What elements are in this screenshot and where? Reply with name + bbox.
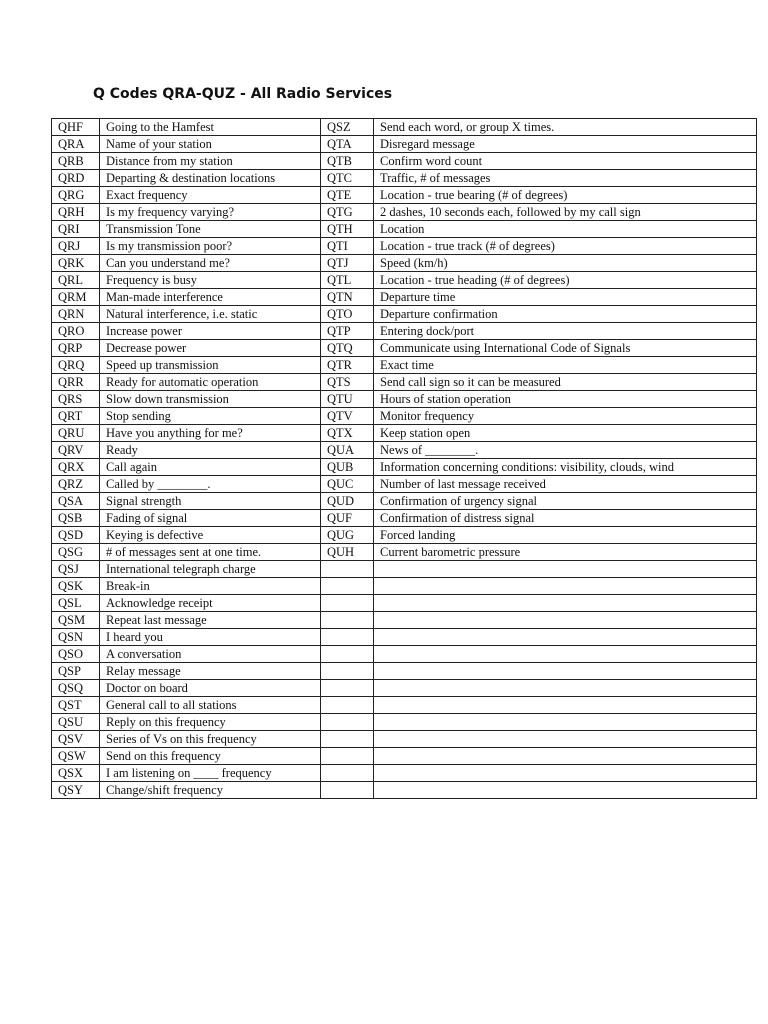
code-cell: QSA <box>52 493 100 510</box>
code-cell: QTQ <box>321 340 374 357</box>
table-row <box>52 340 757 357</box>
code-cell: QTC <box>321 170 374 187</box>
code-cell <box>321 561 374 578</box>
table-row <box>52 561 757 578</box>
table-row <box>52 136 757 153</box>
code-cell <box>321 697 374 714</box>
table-row <box>52 510 757 527</box>
table-row <box>52 170 757 187</box>
table-row <box>52 680 757 697</box>
code-cell <box>321 765 374 782</box>
table-row <box>52 187 757 204</box>
meaning-cell: Speed up transmission <box>100 357 321 374</box>
meaning-cell: Communicate using International Code of Signals <box>374 340 757 357</box>
code-cell: QHF <box>52 119 100 136</box>
code-cell: QSW <box>52 748 100 765</box>
meaning-cell <box>374 612 757 629</box>
code-cell: QUC <box>321 476 374 493</box>
code-cell: QTR <box>321 357 374 374</box>
code-cell: QRU <box>52 425 100 442</box>
meaning-cell: A conversation <box>100 646 321 663</box>
code-cell: QRO <box>52 323 100 340</box>
meaning-cell: Call again <box>100 459 321 476</box>
code-cell <box>321 578 374 595</box>
meaning-cell: Signal strength <box>100 493 321 510</box>
table-row <box>52 459 757 476</box>
table-row <box>52 306 757 323</box>
code-cell: QRM <box>52 289 100 306</box>
meaning-cell: Location - true heading (# of degrees) <box>374 272 757 289</box>
table-row <box>52 476 757 493</box>
code-cell: QTI <box>321 238 374 255</box>
meaning-cell: Reply on this frequency <box>100 714 321 731</box>
code-cell: QRD <box>52 170 100 187</box>
meaning-cell: News of ________. <box>374 442 757 459</box>
code-cell: QSX <box>52 765 100 782</box>
code-cell: QSV <box>52 731 100 748</box>
meaning-cell: Disregard message <box>374 136 757 153</box>
meaning-cell: Series of Vs on this frequency <box>100 731 321 748</box>
meaning-cell: Name of your station <box>100 136 321 153</box>
code-cell: QRN <box>52 306 100 323</box>
meaning-cell: Confirmation of urgency signal <box>374 493 757 510</box>
code-cell <box>321 629 374 646</box>
code-cell: QTN <box>321 289 374 306</box>
code-cell: QUD <box>321 493 374 510</box>
meaning-cell <box>374 646 757 663</box>
meaning-cell: Confirm word count <box>374 153 757 170</box>
meaning-cell: Can you understand me? <box>100 255 321 272</box>
code-cell: QUH <box>321 544 374 561</box>
meaning-cell: Distance from my station <box>100 153 321 170</box>
code-cell: QRX <box>52 459 100 476</box>
table-row <box>52 289 757 306</box>
code-cell: QSU <box>52 714 100 731</box>
meaning-cell: Send call sign so it can be measured <box>374 374 757 391</box>
meaning-cell: Called by ________. <box>100 476 321 493</box>
code-cell: QTV <box>321 408 374 425</box>
code-cell: QSO <box>52 646 100 663</box>
table-row <box>52 153 757 170</box>
table-row <box>52 442 757 459</box>
meaning-cell: Location - true bearing (# of degrees) <box>374 187 757 204</box>
code-cell: QRT <box>52 408 100 425</box>
table-row <box>52 374 757 391</box>
code-cell: QRL <box>52 272 100 289</box>
meaning-cell <box>374 663 757 680</box>
code-cell: QRS <box>52 391 100 408</box>
meaning-cell: Is my frequency varying? <box>100 204 321 221</box>
table-row <box>52 595 757 612</box>
meaning-cell: Fading of signal <box>100 510 321 527</box>
page-title: Q Codes QRA-QUZ - All Radio Services <box>93 86 393 102</box>
meaning-cell <box>374 595 757 612</box>
meaning-cell: Keying is defective <box>100 527 321 544</box>
meaning-cell: I am listening on ____ frequency <box>100 765 321 782</box>
table-row <box>52 663 757 680</box>
code-cell: QSK <box>52 578 100 595</box>
meaning-cell <box>374 714 757 731</box>
meaning-cell: Man-made interference <box>100 289 321 306</box>
table-row <box>52 272 757 289</box>
code-cell <box>321 782 374 799</box>
table-row <box>52 714 757 731</box>
meaning-cell: Traffic, # of messages <box>374 170 757 187</box>
meaning-cell <box>374 561 757 578</box>
code-cell: QSM <box>52 612 100 629</box>
meaning-cell <box>374 680 757 697</box>
meaning-cell: Stop sending <box>100 408 321 425</box>
meaning-cell: Acknowledge receipt <box>100 595 321 612</box>
table-row <box>52 578 757 595</box>
table-row <box>52 782 757 799</box>
code-cell: QTS <box>321 374 374 391</box>
code-cell: QRH <box>52 204 100 221</box>
meaning-cell: Frequency is busy <box>100 272 321 289</box>
table-row <box>52 357 757 374</box>
meaning-cell: Exact time <box>374 357 757 374</box>
meaning-cell <box>374 731 757 748</box>
code-cell: QRK <box>52 255 100 272</box>
table-row <box>52 646 757 663</box>
table-row <box>52 629 757 646</box>
meaning-cell: Doctor on board <box>100 680 321 697</box>
meaning-cell: Slow down transmission <box>100 391 321 408</box>
code-cell: QRG <box>52 187 100 204</box>
code-cell: QTG <box>321 204 374 221</box>
code-cell: QTH <box>321 221 374 238</box>
meaning-cell: Information concerning conditions: visibility, clouds, wind <box>374 459 757 476</box>
code-cell: QTA <box>321 136 374 153</box>
meaning-cell <box>374 578 757 595</box>
meaning-cell: Send on this frequency <box>100 748 321 765</box>
meaning-cell: Forced landing <box>374 527 757 544</box>
code-cell: QSD <box>52 527 100 544</box>
meaning-cell <box>374 697 757 714</box>
table-row <box>52 238 757 255</box>
code-cell: QTX <box>321 425 374 442</box>
meaning-cell: Location - true track (# of degrees) <box>374 238 757 255</box>
code-cell: QTB <box>321 153 374 170</box>
code-cell: QSP <box>52 663 100 680</box>
code-cell: QSY <box>52 782 100 799</box>
table-row <box>52 204 757 221</box>
code-cell: QRV <box>52 442 100 459</box>
table-row <box>52 697 757 714</box>
meaning-cell: I heard you <box>100 629 321 646</box>
code-cell: QUA <box>321 442 374 459</box>
table-row <box>52 425 757 442</box>
table-row <box>52 731 757 748</box>
meaning-cell: Departure time <box>374 289 757 306</box>
code-cell <box>321 680 374 697</box>
meaning-cell: General call to all stations <box>100 697 321 714</box>
meaning-cell: Speed (km/h) <box>374 255 757 272</box>
code-cell: QSB <box>52 510 100 527</box>
meaning-cell: Exact frequency <box>100 187 321 204</box>
code-cell: QTE <box>321 187 374 204</box>
code-cell <box>321 595 374 612</box>
table-row <box>52 765 757 782</box>
table-row <box>52 255 757 272</box>
code-cell <box>321 748 374 765</box>
q-codes-table <box>51 118 757 799</box>
code-cell: QSZ <box>321 119 374 136</box>
meaning-cell: Entering dock/port <box>374 323 757 340</box>
code-cell <box>321 646 374 663</box>
meaning-cell: Natural interference, i.e. static <box>100 306 321 323</box>
meaning-cell: Monitor frequency <box>374 408 757 425</box>
code-cell <box>321 714 374 731</box>
code-cell: QSQ <box>52 680 100 697</box>
code-cell: QRA <box>52 136 100 153</box>
meaning-cell: Ready <box>100 442 321 459</box>
meaning-cell: Number of last message received <box>374 476 757 493</box>
code-cell: QSL <box>52 595 100 612</box>
code-cell: QTU <box>321 391 374 408</box>
code-cell <box>321 731 374 748</box>
meaning-cell: # of messages sent at one time. <box>100 544 321 561</box>
code-cell: QUB <box>321 459 374 476</box>
meaning-cell: Confirmation of distress signal <box>374 510 757 527</box>
code-cell: QRZ <box>52 476 100 493</box>
code-cell: QSG <box>52 544 100 561</box>
meaning-cell: Current barometric pressure <box>374 544 757 561</box>
meaning-cell: Keep station open <box>374 425 757 442</box>
meaning-cell: Repeat last message <box>100 612 321 629</box>
meaning-cell: Transmission Tone <box>100 221 321 238</box>
code-cell: QUF <box>321 510 374 527</box>
meaning-cell: Location <box>374 221 757 238</box>
code-cell: QTO <box>321 306 374 323</box>
q-codes-table-body <box>52 119 757 799</box>
table-row <box>52 119 757 136</box>
meaning-cell: Decrease power <box>100 340 321 357</box>
meaning-cell <box>374 629 757 646</box>
meaning-cell <box>374 782 757 799</box>
meaning-cell: Departing & destination locations <box>100 170 321 187</box>
table-row <box>52 544 757 561</box>
table-row <box>52 391 757 408</box>
meaning-cell: Send each word, or group X times. <box>374 119 757 136</box>
meaning-cell: Departure confirmation <box>374 306 757 323</box>
table-row <box>52 527 757 544</box>
code-cell: QRR <box>52 374 100 391</box>
code-cell: QRJ <box>52 238 100 255</box>
table-row <box>52 408 757 425</box>
code-cell: QRQ <box>52 357 100 374</box>
code-cell: QTP <box>321 323 374 340</box>
code-cell: QSJ <box>52 561 100 578</box>
meaning-cell: 2 dashes, 10 seconds each, followed by my call sign <box>374 204 757 221</box>
table-row <box>52 323 757 340</box>
table-row <box>52 612 757 629</box>
table-row <box>52 493 757 510</box>
meaning-cell: Increase power <box>100 323 321 340</box>
meaning-cell: Is my transmission poor? <box>100 238 321 255</box>
code-cell: QUG <box>321 527 374 544</box>
code-cell: QRI <box>52 221 100 238</box>
code-cell: QST <box>52 697 100 714</box>
code-cell: QTL <box>321 272 374 289</box>
code-cell: QTJ <box>321 255 374 272</box>
meaning-cell: Break-in <box>100 578 321 595</box>
code-cell: QSN <box>52 629 100 646</box>
table-row <box>52 748 757 765</box>
code-cell: QRB <box>52 153 100 170</box>
meaning-cell <box>374 765 757 782</box>
meaning-cell: Relay message <box>100 663 321 680</box>
meaning-cell: Have you anything for me? <box>100 425 321 442</box>
table-row <box>52 221 757 238</box>
meaning-cell <box>374 748 757 765</box>
meaning-cell: Going to the Hamfest <box>100 119 321 136</box>
code-cell <box>321 663 374 680</box>
meaning-cell: International telegraph charge <box>100 561 321 578</box>
meaning-cell: Hours of station operation <box>374 391 757 408</box>
code-cell <box>321 612 374 629</box>
meaning-cell: Ready for automatic operation <box>100 374 321 391</box>
code-cell: QRP <box>52 340 100 357</box>
meaning-cell: Change/shift frequency <box>100 782 321 799</box>
